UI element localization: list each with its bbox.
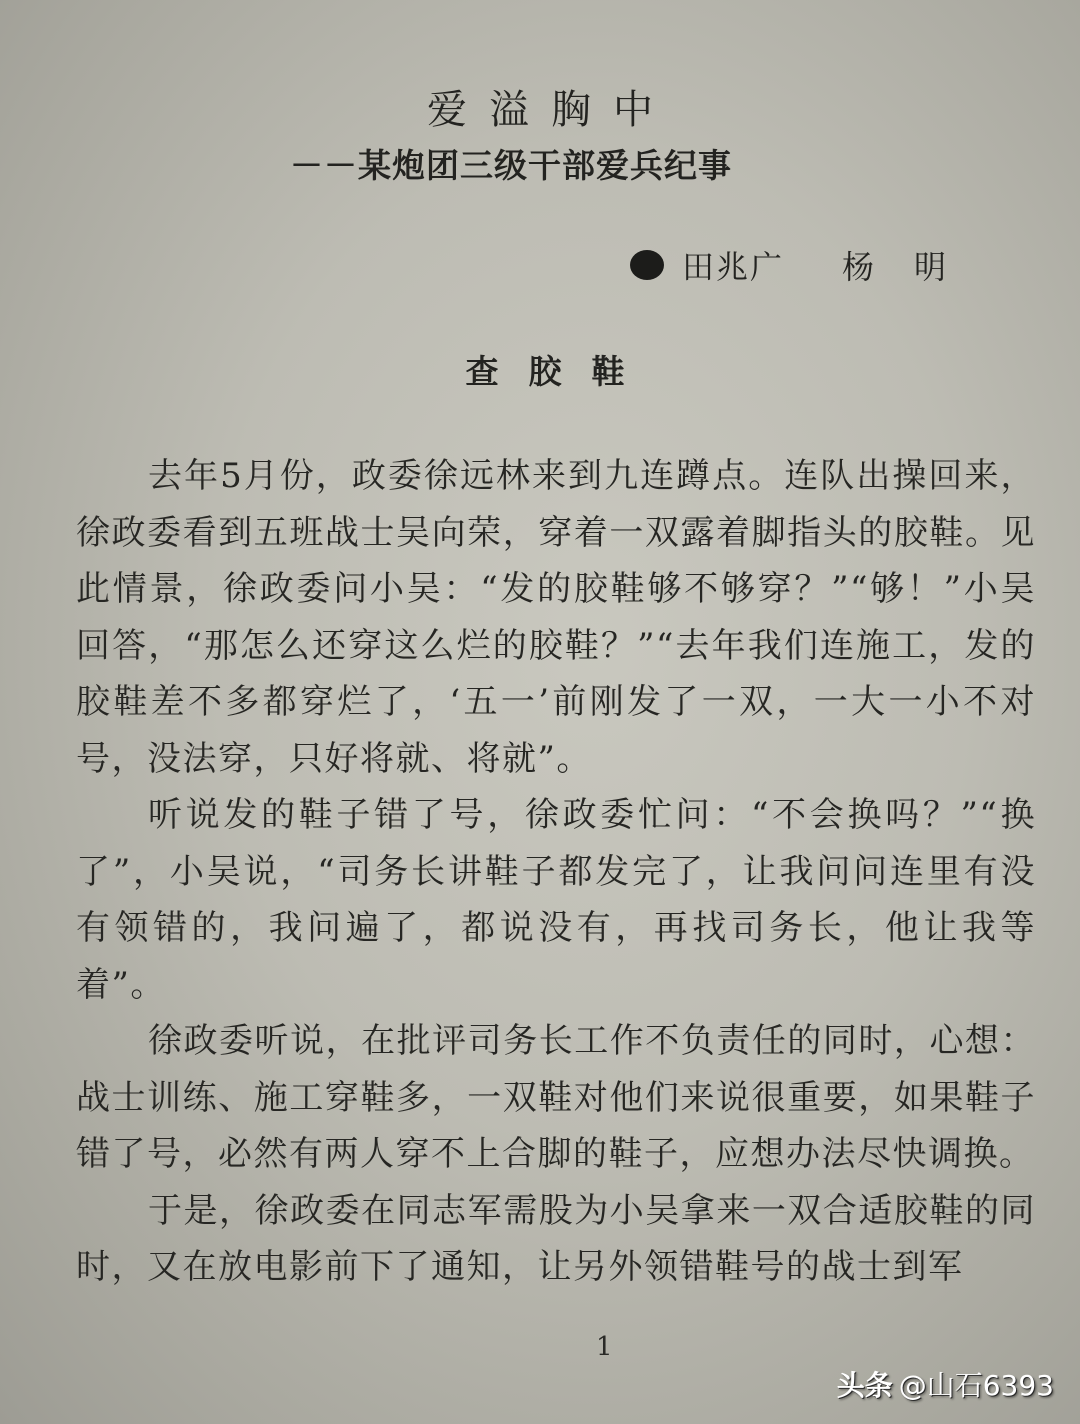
author-name: 田兆广 (682, 248, 785, 286)
article-subtitle: －－某炮团三级干部爱兵纪事 (290, 146, 732, 185)
watermark-brand: 头条 (836, 1369, 893, 1402)
paragraph: 听说发的鞋子错了号，徐政委忙问：“不会换吗？”“换了”，小吴说，“司务长讲鞋子都发完了，让我问问连里有没有领错的，我问遍了，都说没有，再找司务长，他让我等着”。 (76, 795, 1036, 1005)
page-number: 1 (596, 1332, 613, 1362)
paragraph: 徐政委听说，在批评司务长工作不负责任的同时，心想：战士训练、施工穿鞋多，一双鞋对他们来说很重要，如果鞋子错了号，必然有两人穿不上合脚的鞋子，应想办法尽快调换。 (76, 1021, 1036, 1174)
byline (630, 240, 986, 290)
bullet-icon (630, 250, 664, 280)
watermark-handle: @山石6393 (898, 1369, 1054, 1402)
paragraph: 于是，徐政委在同志军需股为小吴拿来一双合适胶鞋的同时，又在放电影前下了通知，让另外领错鞋号的战士到军 (76, 1190, 1036, 1287)
section-title: 查胶鞋 (465, 352, 655, 391)
article-body (76, 448, 1036, 1296)
watermark (837, 1364, 1054, 1404)
author-name: 杨明 (842, 248, 987, 286)
article-title: 爱溢胸中 (427, 87, 675, 133)
paragraph: 去年5月份，政委徐远林来到九连蹲点。连队出操回来，徐政委看到五班战士吴向荣，穿着一双露着脚指头的胶鞋。见此情景，徐政委问小吴：“发的胶鞋够不够穿？”“够！”小吴回答，“那怎么还穿这么烂的胶鞋？”“去年我们连施工，发的胶鞋差不多都穿烂了，‘五一’前刚发了一双，一大一小不对号，没法穿，只好将就、将就”。 (76, 456, 1036, 779)
